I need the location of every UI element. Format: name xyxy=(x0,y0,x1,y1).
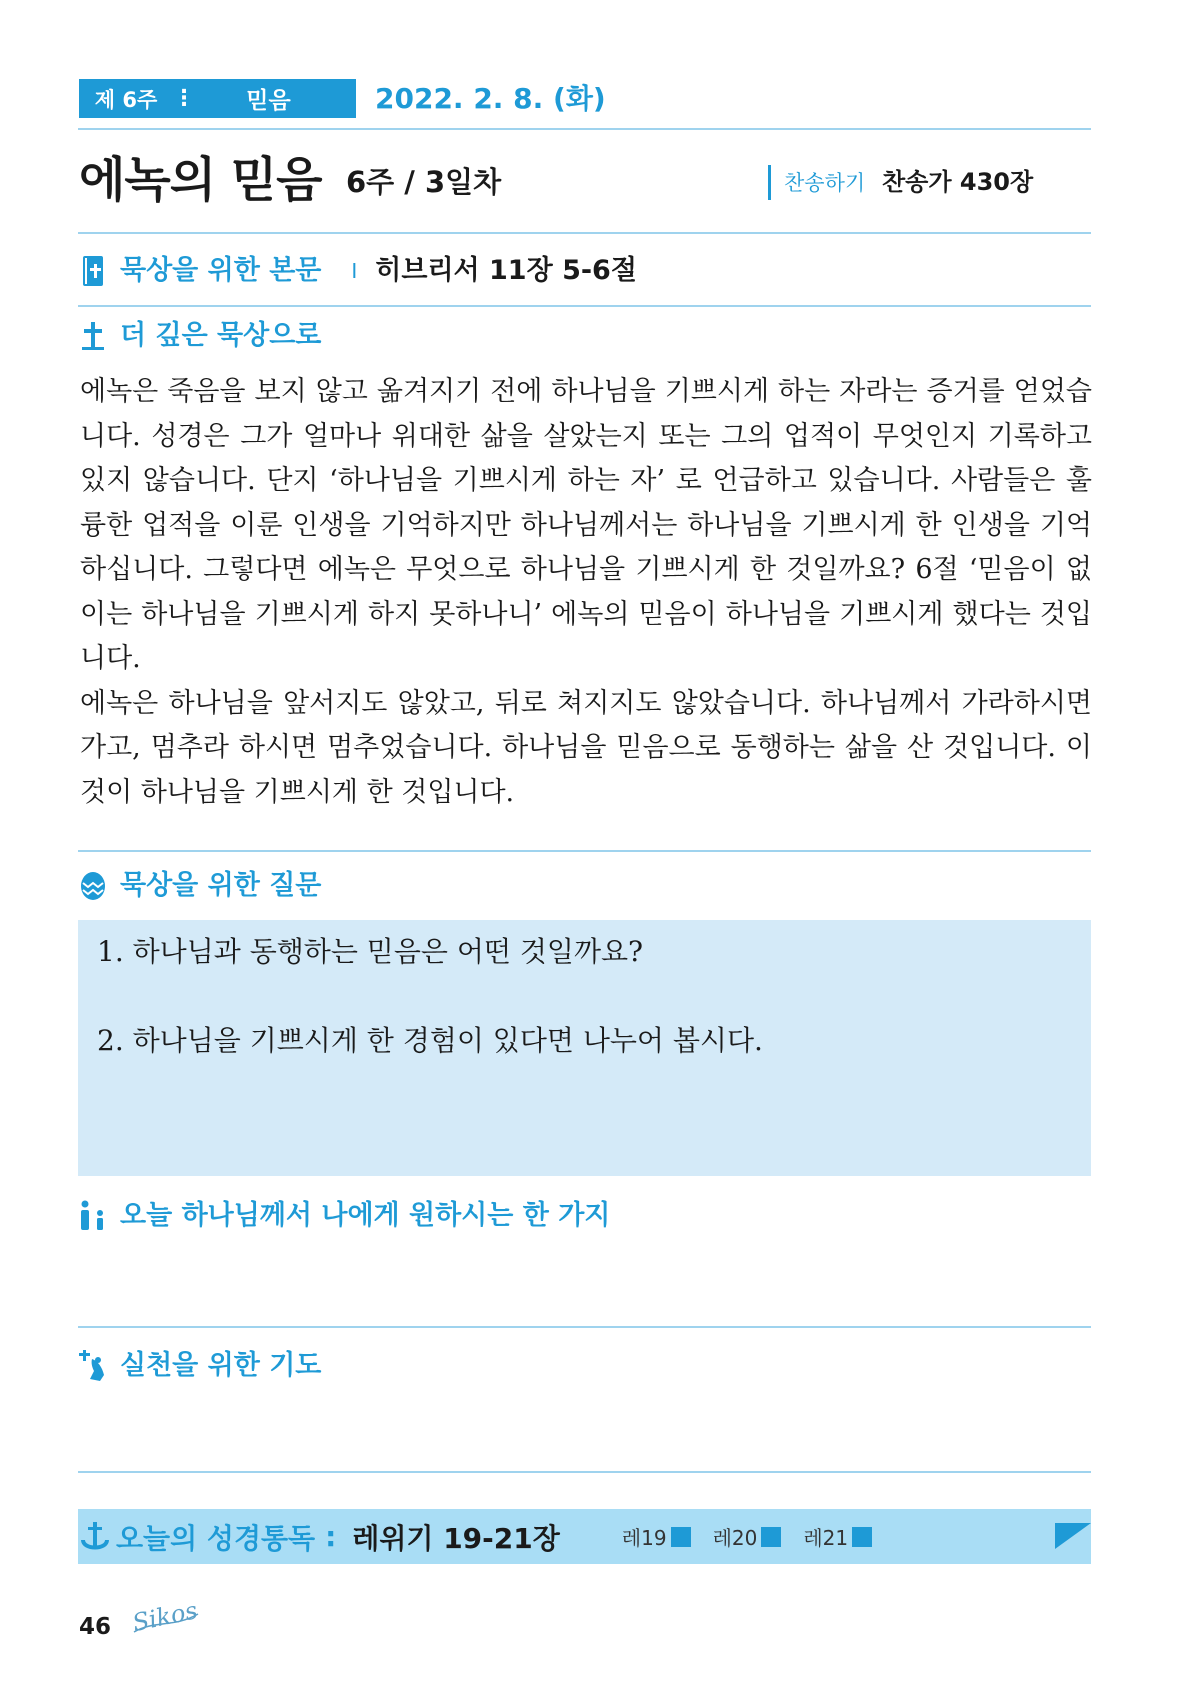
reading-checkbox[interactable] xyxy=(761,1527,781,1547)
reading-checkbox[interactable] xyxy=(671,1527,691,1547)
sikos-logo xyxy=(128,1590,208,1640)
reading-check-item[interactable] xyxy=(803,1522,872,1551)
bible-reading-range: 레위기 19-21장 xyxy=(352,1521,560,1555)
scripture-section-header xyxy=(78,253,637,289)
bible-reading-colon: : xyxy=(325,1520,337,1553)
scripture-separator: I xyxy=(351,259,358,283)
page-title: 에녹의 믿음 xyxy=(79,152,322,208)
divider xyxy=(78,850,1091,852)
reading-check-label: 레20 xyxy=(712,1526,758,1550)
reading-check-item[interactable] xyxy=(622,1522,691,1551)
week-theme: 믿음 xyxy=(246,88,291,114)
reading-check-label: 레21 xyxy=(803,1526,849,1550)
corner-flag-icon xyxy=(1051,1519,1091,1549)
week-separator: ⋮ xyxy=(173,86,193,111)
prayer-section-header xyxy=(78,1348,321,1384)
person-info-icon xyxy=(78,1199,108,1233)
bible-reading-title: 오늘의 성경통독 xyxy=(116,1521,316,1555)
scripture-reference: 히브리서 11장 5-6절 xyxy=(375,255,637,286)
reading-check-item[interactable] xyxy=(713,1522,782,1551)
question-item: 1. 하나님과 동행하는 믿음은 어떤 것일까요? xyxy=(97,935,644,968)
hymn-value: 찬송가 430장 xyxy=(882,168,1034,196)
divider xyxy=(78,128,1091,130)
questions-heading: 묵상을 위한 질문 xyxy=(120,870,322,901)
question-box xyxy=(78,920,1091,1176)
date: 2022. 2. 8. (화) xyxy=(375,82,606,115)
scripture-heading: 묵상을 위한 본문 xyxy=(120,255,322,286)
reading-checkbox[interactable] xyxy=(852,1527,872,1547)
questions-section-header xyxy=(78,868,321,904)
praying-hands-icon xyxy=(78,1349,108,1383)
meditation-paragraph: 에녹은 죽음을 보지 않고 옮겨지기 전에 하나님을 기쁘시게 하는 자라는 증거를 얻었습니다. 성경은 그가 얼마나 위대한 삶을 살았는지 또는 그의 업적이 무엇인지 기록하고 있지 않습니다. 단지 ‘하나님을 기쁘시게 하는 자’ 로 언급하고 있습니다. 사람들은 훌륭한 업적을 이룬 인생을 기억하지만 하나님께서는 하나님을 기쁘시게 한 인생을 기억하십니다. 그렇다면 에녹은 무엇으로 하나님을 기쁘시게 한 것일까요? 6절 ‘믿음이 없이는 하나님을 기쁘시게 하지 못하나니’ 에녹의 믿음이 하나님을 기쁘시게 했다는 것입니다. xyxy=(80,376,1092,674)
prayer-heading: 실천을 위한 기도 xyxy=(120,1350,322,1381)
divider xyxy=(78,232,1091,234)
divider xyxy=(78,1326,1091,1328)
question-item: 2. 하나님을 기쁘시게 한 경험이 있다면 나누어 봅시다. xyxy=(97,1024,763,1057)
logo-text: Sikos xyxy=(130,1596,200,1638)
divider xyxy=(78,305,1091,307)
reading-check-label: 레19 xyxy=(621,1526,667,1550)
page-number: 46 xyxy=(79,1614,112,1640)
meditation-body xyxy=(80,370,1092,815)
cross-icon xyxy=(78,319,108,353)
question-egg-icon xyxy=(78,869,108,903)
week-label: 제 6주 xyxy=(94,87,158,112)
day-label: 6주 / 3일차 xyxy=(346,165,502,199)
week-badge xyxy=(79,79,356,118)
meditation-heading: 더 깊은 묵상으로 xyxy=(120,320,322,351)
hymn-label: 찬송하기 xyxy=(784,171,866,195)
meditation-paragraph: 에녹은 하나님을 앞서지도 않았고, 뒤로 쳐지지도 않았습니다. 하나님께서 가라하시면 가고, 멈추라 하시면 멈추었습니다. 하나님을 믿음으로 동행하는 삶을 산 것입니다. 이것이 하나님을 기쁘시게 한 것입니다. xyxy=(80,687,1092,808)
divider xyxy=(78,1471,1091,1473)
bible-icon xyxy=(78,254,108,288)
anchor-cross-icon xyxy=(80,1520,110,1554)
bible-reading-band xyxy=(78,1509,1091,1564)
hymn-divider xyxy=(768,165,771,200)
meditation-section-header xyxy=(78,318,321,354)
today-one-thing-heading: 오늘 하나님께서 나에게 원하시는 한 가지 xyxy=(120,1200,611,1231)
today-one-thing-header xyxy=(78,1198,610,1234)
